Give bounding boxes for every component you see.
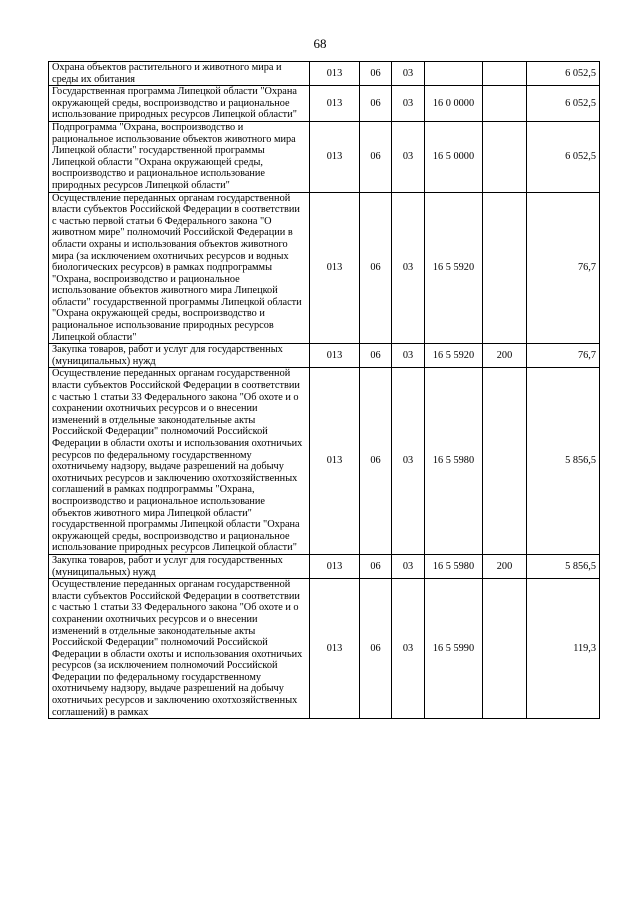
row-sum: 6 052,5: [527, 121, 600, 192]
row-adm: 013: [310, 121, 360, 192]
row-adm: 013: [310, 86, 360, 122]
table-row: [49, 121, 600, 192]
row-subsection: 03: [392, 62, 425, 86]
row-adm: 013: [310, 192, 360, 344]
budget-table: [48, 61, 600, 719]
table-row: [49, 192, 600, 344]
row-csr: 16 5 5980: [425, 554, 483, 578]
row-sum: 119,3: [527, 579, 600, 719]
row-csr: 16 5 0000: [425, 121, 483, 192]
row-subsection: 03: [392, 192, 425, 344]
row-adm: 013: [310, 344, 360, 368]
row-subsection: 03: [392, 579, 425, 719]
row-vr: 200: [483, 344, 527, 368]
row-section: 06: [360, 579, 392, 719]
table-row: [49, 86, 600, 122]
table-row: [49, 368, 600, 555]
row-adm: 013: [310, 554, 360, 578]
row-vr: [483, 121, 527, 192]
table-row: [49, 554, 600, 578]
row-vr: [483, 579, 527, 719]
row-name: Государственная программа Липецкой области "Охрана окружающей среды, воспроизводство и рациональное использование природных ресурсов Липецкой области": [49, 86, 310, 122]
row-csr: 16 0 0000: [425, 86, 483, 122]
row-name: Подпрограмма "Охрана, воспроизводство и рациональное использование объектов животного мира Липецкой области" государственной программы Липецкой области "Охрана окружающей среды, воспроизводство и рациональное использование природных ресурсов Липецкой области": [49, 121, 310, 192]
row-subsection: 03: [392, 121, 425, 192]
row-sum: 6 052,5: [527, 62, 600, 86]
row-subsection: 03: [392, 368, 425, 555]
row-vr: [483, 368, 527, 555]
row-vr: [483, 62, 527, 86]
row-vr: [483, 86, 527, 122]
row-name: Осуществление переданных органам государственной власти субъектов Российской Федерации в соответствии с частью первой статьи 6 Федерального закона "О животном мире" полномочий Российской Федерации в области охраны и использования объектов животного мира (за исключением охотничьих ресурсов и водных биологических ресурсов) в рамках подпрограммы "Охрана, воспроизводство и рациональное использование объектов животного мира Липецкой области" государственной программы Липецкой области "Охрана окружающей среды, воспроизводство и рациональное использование природных ресурсов Липецкой области": [49, 192, 310, 344]
table-row: [49, 62, 600, 86]
row-section: 06: [360, 554, 392, 578]
row-sum: 5 856,5: [527, 554, 600, 578]
row-section: 06: [360, 121, 392, 192]
row-vr: 200: [483, 554, 527, 578]
table-row: [49, 344, 600, 368]
page-number: 68: [313, 36, 327, 51]
row-section: 06: [360, 344, 392, 368]
row-section: 06: [360, 62, 392, 86]
row-csr: 16 5 5920: [425, 344, 483, 368]
row-sum: 76,7: [527, 344, 600, 368]
row-subsection: 03: [392, 86, 425, 122]
row-csr: 16 5 5990: [425, 579, 483, 719]
row-adm: 013: [310, 62, 360, 86]
row-adm: 013: [310, 579, 360, 719]
row-name: Осуществление переданных органам государственной власти субъектов Российской Федерации в соответствии с частью 1 статьи 33 Федерального закона "Об охоте и о сохранении охотничьих ресурсов и о внесении изменений в отдельные законодательные акты Российской Федерации" полномочий Российской Федерации в области охоты и использования охотничьих ресурсов (за исключением полномочий Российской Федерации по федеральному государственному охотничьему надзору, выдаче разрешений на добычу охотничьих ресурсов и заключению охотхозяйственных соглашений) в рамках: [49, 579, 310, 719]
table-row: [49, 579, 600, 719]
row-section: 06: [360, 86, 392, 122]
row-sum: 6 052,5: [527, 86, 600, 122]
row-name: Охрана объектов растительного и животного мира и среды их обитания: [49, 62, 310, 86]
row-subsection: 03: [392, 344, 425, 368]
row-csr: 16 5 5980: [425, 368, 483, 555]
row-sum: 76,7: [527, 192, 600, 344]
row-name: Осуществление переданных органам государственной власти субъектов Российской Федерации в соответствии с частью 1 статьи 33 Федерального закона "Об охоте и о сохранении охотничьих ресурсов и о внесении изменений в отдельные законодательные акты Российской Федерации" полномочий Российской Федерации в области охоты и использования охотничьих ресурсов по федеральному государственному охотничьему надзору, выдаче разрешений на добычу охотничьих ресурсов и заключению охотхозяйственных соглашений в рамках подпрограммы "Охрана, воспроизводство и рациональное использование объектов животного мира Липецкой области" государственной программы Липецкой области "Охрана окружающей среды, воспроизводство и рациональное использование природных ресурсов Липецкой области": [49, 368, 310, 555]
row-sum: 5 856,5: [527, 368, 600, 555]
row-csr: 16 5 5920: [425, 192, 483, 344]
row-name: Закупка товаров, работ и услуг для государственных (муниципальных) нужд: [49, 344, 310, 368]
row-csr: [425, 62, 483, 86]
row-section: 06: [360, 368, 392, 555]
row-section: 06: [360, 192, 392, 344]
row-subsection: 03: [392, 554, 425, 578]
row-adm: 013: [310, 368, 360, 555]
row-vr: [483, 192, 527, 344]
row-name: Закупка товаров, работ и услуг для государственных (муниципальных) нужд: [49, 554, 310, 578]
